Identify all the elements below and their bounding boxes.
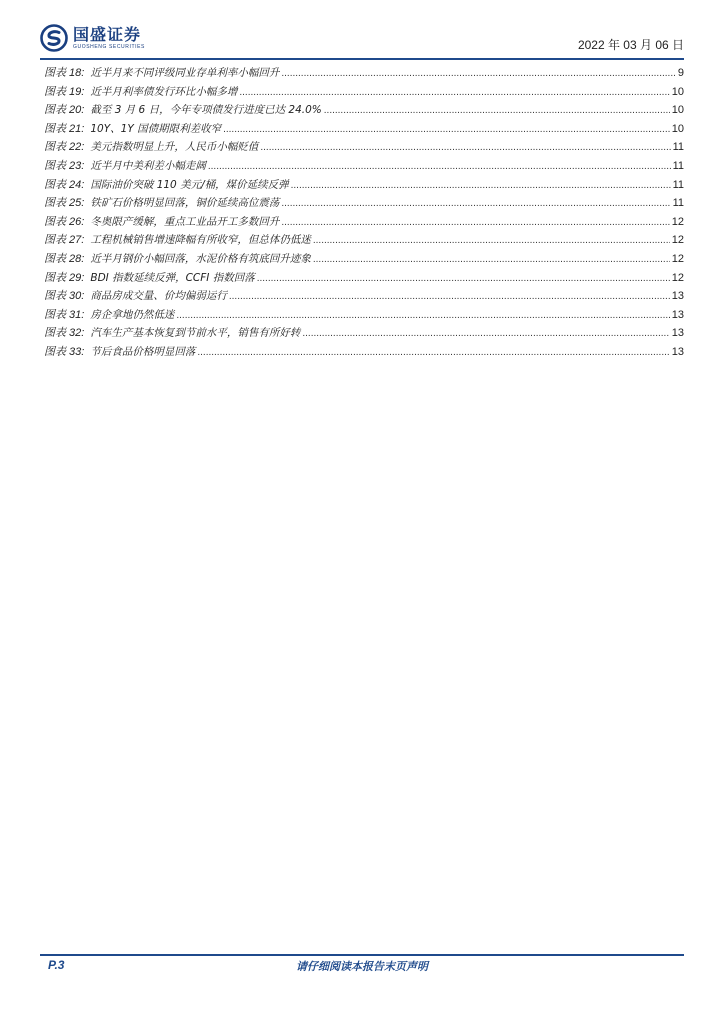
- toc-entry-number: 图表 29:: [44, 271, 85, 284]
- toc-dot-leader: [197, 344, 669, 363]
- toc-dot-leader: [281, 214, 669, 233]
- toc-dot-leader: [281, 195, 670, 214]
- toc-entry[interactable]: [44, 157, 684, 176]
- page-header: [40, 18, 684, 58]
- toc-entry[interactable]: [44, 213, 684, 232]
- toc-entry-title: 近半月中美利差小幅走阔: [90, 159, 206, 172]
- toc-entry-number: 图表 18:: [44, 67, 85, 79]
- logo-chinese-name: 国盛证券: [73, 24, 142, 44]
- toc-dot-leader: [313, 251, 670, 270]
- toc-entry-page: 11: [672, 178, 684, 191]
- toc-dot-leader: [208, 158, 671, 177]
- toc-entry-title: BDI 指数延续反弹，CCFI 指数回落: [90, 271, 255, 284]
- toc-entry-page: 12: [671, 215, 684, 228]
- toc-entry-title: 铁矿石价格明显回落，铜价延续高位震荡: [90, 197, 280, 210]
- toc-entry-number: 图表 32:: [44, 327, 85, 340]
- toc-dot-leader: [257, 270, 670, 289]
- toc-entry[interactable]: [44, 231, 684, 250]
- toc-dot-leader: [260, 139, 670, 158]
- page-number: P.3: [48, 958, 65, 972]
- toc-entry-number: 图表 33:: [44, 345, 85, 358]
- toc-dot-leader: [291, 177, 671, 196]
- footer-divider: [40, 954, 684, 956]
- toc-entry-title: 美元指数明显上升，人民币小幅贬值: [90, 141, 259, 154]
- toc-entry[interactable]: [44, 138, 684, 157]
- toc-entry-number: 图表 31:: [44, 308, 85, 321]
- toc-entry-number: 图表 19:: [44, 85, 85, 98]
- toc-entry-page: 13: [671, 345, 684, 358]
- toc-entry[interactable]: [44, 194, 684, 213]
- toc-dot-leader: [176, 307, 669, 326]
- toc-entry-page: 12: [671, 271, 684, 284]
- toc-entry-number: 图表 25:: [44, 197, 85, 210]
- toc-entry-number: 图表 21:: [44, 122, 85, 135]
- toc-entry-title: 节后食品价格明显回落: [90, 345, 196, 358]
- toc-entry[interactable]: [44, 120, 684, 139]
- toc-entry[interactable]: [44, 287, 684, 306]
- toc-entry-title: 近半月钢价小幅回落，水泥价格有筑底回升迹象: [90, 252, 311, 265]
- toc-entry-page: 13: [671, 290, 684, 303]
- toc-entry[interactable]: [44, 101, 684, 120]
- toc-entry-number: 图表 26:: [44, 215, 85, 228]
- toc-dot-leader: [313, 232, 670, 251]
- guosheng-logo-icon: [40, 24, 68, 52]
- toc-entry-number: 图表 27:: [44, 234, 85, 247]
- toc-entry-page: 10: [671, 85, 684, 98]
- toc-entry-page: 12: [671, 234, 684, 247]
- toc-dot-leader: [302, 325, 669, 344]
- toc-dot-leader: [324, 102, 670, 121]
- chart-index-list: [44, 64, 684, 362]
- toc-entry-title: 汽车生产基本恢复到节前水平，销售有所好转: [90, 327, 301, 340]
- toc-entry-number: 图表 28:: [44, 252, 85, 265]
- toc-dot-leader: [229, 288, 670, 307]
- footer-disclaimer: 请仔细阅读本报告末页声明: [296, 960, 428, 973]
- logo-english-name: GUOSHENG SECURITIES: [73, 43, 145, 50]
- toc-entry-page: 11: [672, 159, 684, 172]
- toc-entry[interactable]: [44, 176, 684, 195]
- toc-entry-title: 截至 3 月 6 日，今年专项债发行进度已达 24.0%: [90, 104, 322, 117]
- toc-entry[interactable]: [44, 250, 684, 269]
- toc-dot-leader: [239, 84, 669, 103]
- toc-entry-number: 图表 22:: [44, 141, 85, 154]
- toc-entry-title: 近半月来不同评级同业存单利率小幅回升: [90, 67, 280, 79]
- toc-entry[interactable]: [44, 83, 684, 102]
- toc-entry-page: 13: [671, 327, 684, 340]
- toc-dot-leader: [223, 121, 670, 140]
- toc-entry-page: 10: [671, 122, 684, 135]
- toc-entry-title: 冬奥限产缓解，重点工业品开工多数回升: [90, 215, 280, 228]
- toc-entry[interactable]: [44, 64, 684, 83]
- toc-entry-number: 图表 23:: [44, 159, 85, 172]
- toc-entry-title: 工程机械销售增速降幅有所收窄，但总体仍低迷: [90, 234, 311, 247]
- toc-entry-title: 商品房成交量、价均偏弱运行: [90, 290, 227, 303]
- report-date: 2022 年 03 月 06 日: [577, 38, 684, 52]
- toc-entry-page: 11: [672, 141, 684, 154]
- toc-entry-number: 图表 30:: [44, 290, 85, 303]
- toc-entry-title: 近半月利率债发行环比小幅多增: [90, 85, 238, 98]
- toc-dot-leader: [281, 65, 676, 84]
- toc-entry-number: 图表 20:: [44, 104, 85, 117]
- toc-entry-page: 9: [677, 67, 684, 79]
- company-logo: [40, 22, 145, 54]
- toc-entry-title: 房企拿地仍然低迷: [90, 308, 175, 321]
- toc-entry-page: 11: [672, 197, 684, 210]
- toc-entry[interactable]: [44, 269, 684, 288]
- toc-entry-page: 12: [671, 252, 684, 265]
- toc-entry-title: 国际油价突破 110 美元/桶，煤价延续反弹: [90, 178, 289, 191]
- toc-entry[interactable]: [44, 306, 684, 325]
- toc-entry[interactable]: [44, 343, 684, 362]
- header-divider: [40, 58, 684, 60]
- toc-entry-title: 10Y、1Y 国债期限利差收窄: [90, 122, 222, 135]
- toc-entry-page: 13: [671, 308, 684, 321]
- logo-text: [73, 26, 145, 51]
- toc-entry-page: 10: [671, 104, 684, 117]
- toc-entry-number: 图表 24:: [44, 178, 85, 191]
- toc-entry[interactable]: [44, 324, 684, 343]
